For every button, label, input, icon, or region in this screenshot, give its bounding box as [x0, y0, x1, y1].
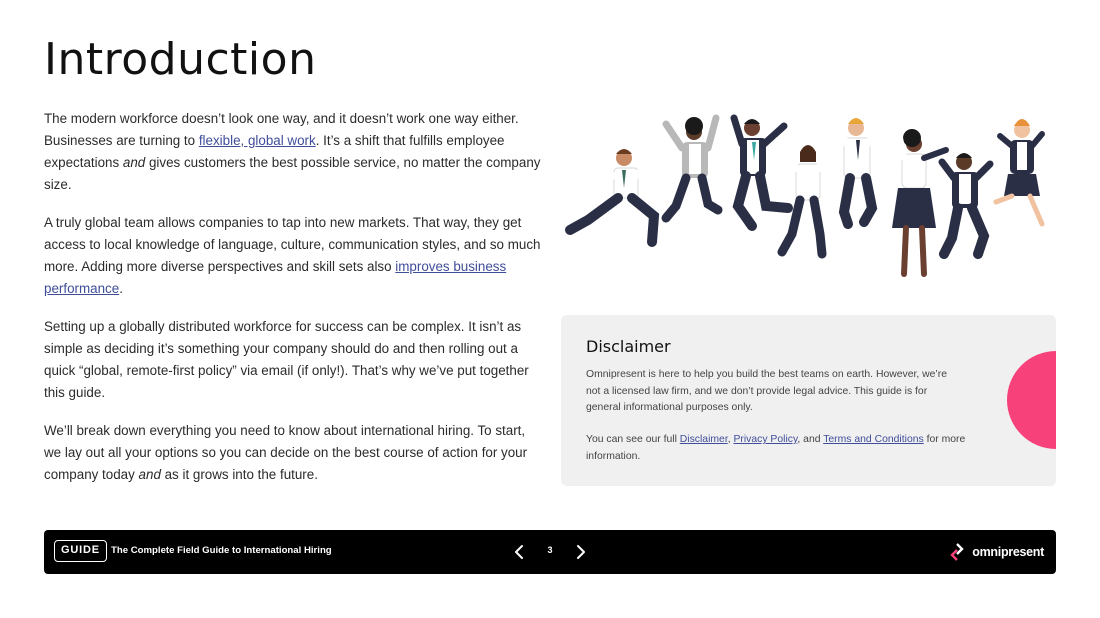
terms-and-conditions-link[interactable]: Terms and Conditions: [823, 434, 924, 445]
omnipresent-logo-icon: [948, 543, 966, 561]
person-illustration: [778, 140, 828, 254]
person-illustration: [942, 153, 990, 254]
decorative-circle: [1007, 351, 1056, 449]
person-illustration: [836, 108, 882, 224]
disclaimer-text: Omnipresent is here to help you build the best teams on earth. However, we’re not a licensed law firm, and we don’t provide legal advice. This guide is for general informational purposes only.: [586, 369, 947, 413]
guide-title: The Complete Field Guide to International Hiring: [111, 545, 332, 556]
improves-business-performance-link[interactable]: improves business performance: [44, 259, 507, 296]
jumping-team-illustration: [556, 96, 1056, 292]
page-title: Introduction: [44, 34, 317, 85]
page-number: 3: [547, 545, 553, 555]
chevron-right-icon[interactable]: [571, 543, 589, 561]
disclaimer-link[interactable]: Disclaimer: [679, 434, 728, 445]
paragraph-1: The modern workforce doesn’t look one way, and it doesn’t work one way either. Businesses are turning to flexible, global work. It’s a shift that fulfills employee expectations and gives customers the best possible service, no matter the company size.: [44, 111, 541, 192]
privacy-policy-link[interactable]: Privacy Policy: [733, 434, 798, 445]
intro-body: [44, 108, 544, 502]
person-illustration: [996, 119, 1042, 224]
guide-badge: GUIDE: [54, 540, 107, 562]
footer-bar: [44, 530, 1056, 574]
disclaimer-heading: Disclaimer: [586, 337, 671, 356]
disclaimer-links: You can see our full Disclaimer, Privacy Policy, and Terms and Conditions for more information.: [586, 434, 966, 462]
person-illustration: [570, 149, 660, 242]
brand: [948, 542, 1044, 562]
flexible-global-work-link[interactable]: flexible, global work: [198, 133, 316, 148]
paragraph-3: Setting up a globally distributed workforce for success can be complex. It isn’t as simple as deciding it’s something your company should do and then rolling out a quick “global, remote-first policy” via email (if only!). That’s why we’ve put together this guide.: [44, 319, 529, 400]
person-illustration: [734, 118, 788, 226]
paragraph-2: A truly global team allows companies to tap into new markets. That way, they get access to local knowledge of language, culture, communication styles, and so much more. Adding more diverse perspectives and skill sets also improves business performance.: [44, 215, 541, 296]
person-illustration: [666, 117, 718, 218]
brand-name: omnipresent: [972, 545, 1044, 559]
person-illustration: [892, 118, 946, 274]
chevron-left-icon[interactable]: [511, 543, 529, 561]
paragraph-4: We’ll break down everything you need to know about international hiring. To start, we lay out all your options so you can decide on the best course of action for your company today and as it grows into the future.: [44, 423, 528, 482]
disclaimer-card: [561, 315, 1056, 486]
